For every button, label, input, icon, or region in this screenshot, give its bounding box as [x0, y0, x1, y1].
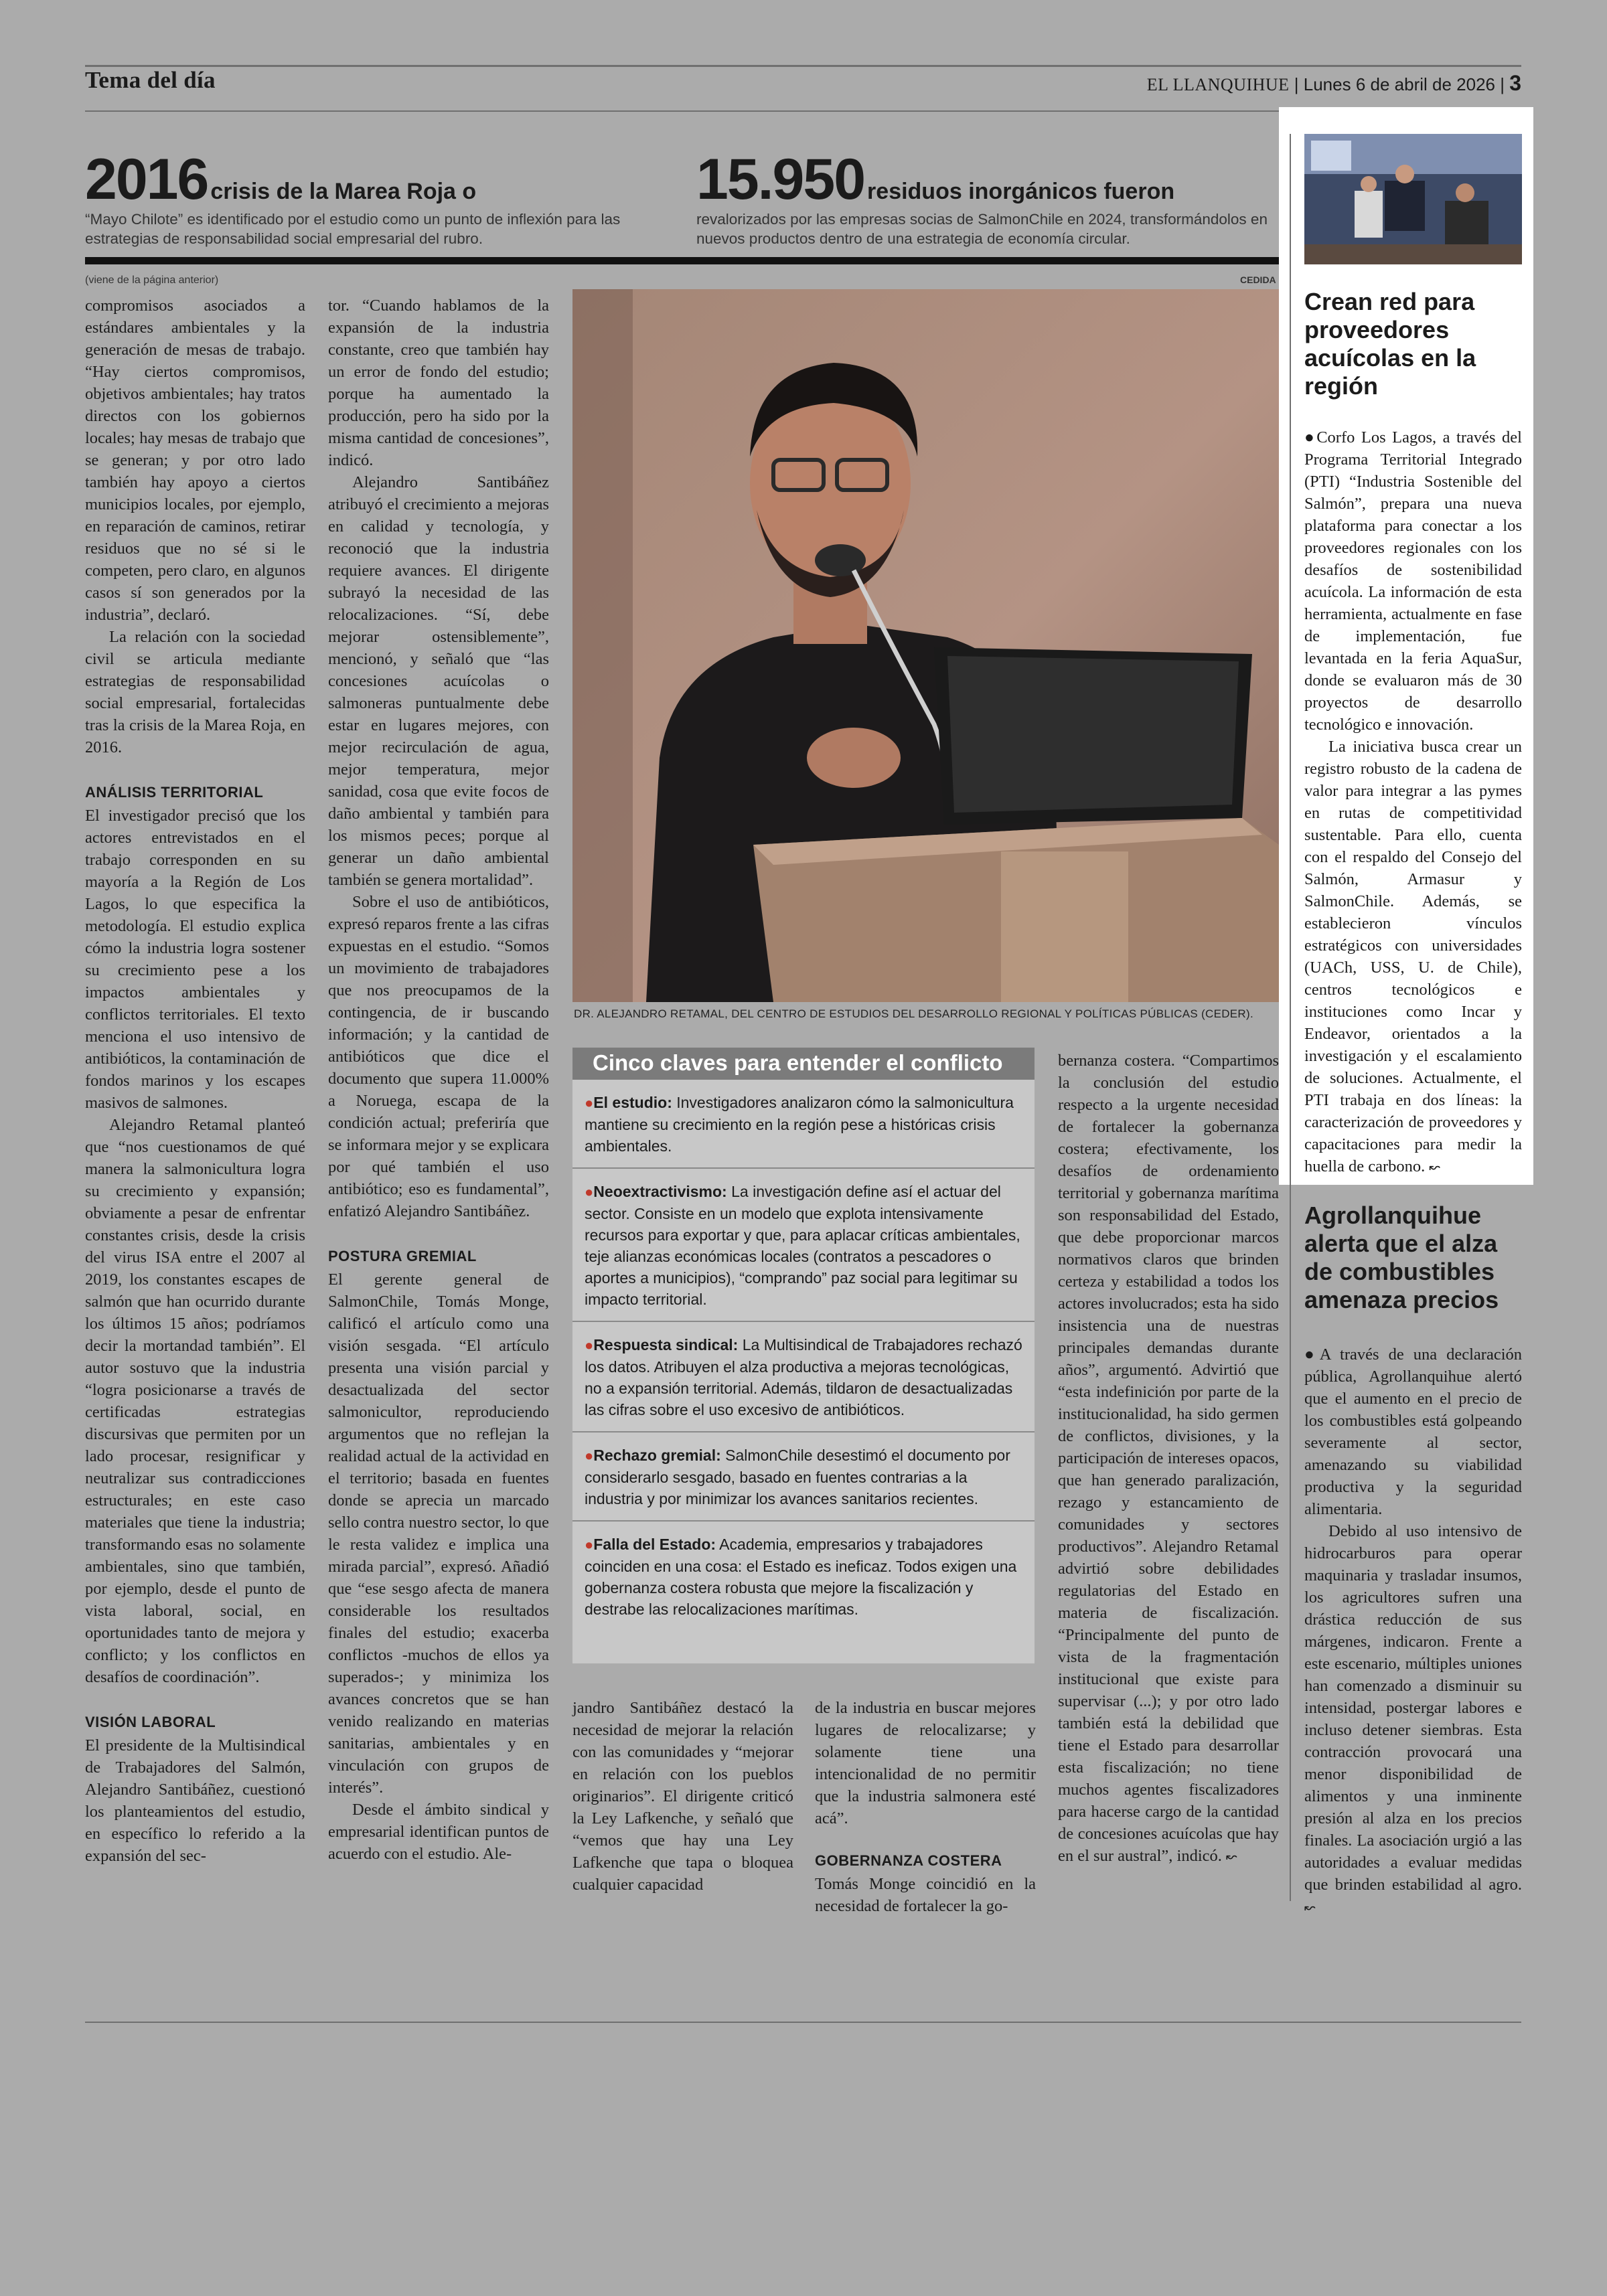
sidebar-story-2-title: Agrollanquihue alerta que el alza de combustibles amenaza precios: [1304, 1202, 1499, 1313]
bottom-rule: [85, 2022, 1521, 2023]
paragraph: La relación con la sociedad civil se articula mediante estrategias de responsabilidad social empresarial, fortalecidas tras la crisis de la Marea Roja, en 2016.: [85, 628, 305, 756]
key-text: Investigadores analizaron cómo la salmonicultura mantiene su crecimiento en la región pese a históricas crisis ambientales.: [585, 1094, 1014, 1155]
paragraph-text: La iniciativa busca crear un registro robusto de la cadena de valor para integrar a las pymes en rutas de competitividad sustentable. Para ello, cuenta con el respaldo del Consejo del Salmón, Armasur y SalmonChile. Además, se establecieron vínculos estratégicos con universidades (UACh, USS, U. de Chile), centros tecnológicos e instituciones como Incar y Endeavor, orientados a la investigación y el escalamiento de soluciones. Actualmente, el PTI trabaja en dos líneas: la caracterización de proveedores y capacitaciones para medir la huella de carbono.: [1304, 738, 1522, 1175]
bullet-icon: ●: [585, 1337, 594, 1354]
paragraph: [1304, 426, 1522, 736]
stats-bar: [85, 257, 1279, 264]
key-label: Falla del Estado:: [593, 1536, 716, 1553]
paper-name: EL LLANQUIHUE: [1146, 75, 1290, 94]
sidebar-story-1-title: Crean red para proveedores acuícolas en la región: [1304, 288, 1476, 400]
bullet-icon: ●: [1304, 1345, 1320, 1364]
paragraph: [1058, 1050, 1279, 1868]
paragraph: Desde el ámbito sindical y empresarial identifican puntos de acuerdo con el estudio. Ale-: [328, 1801, 549, 1863]
paragraph: [1304, 1343, 1522, 1520]
key-item: [572, 1322, 1035, 1432]
subheading: VISIÓN LABORAL: [85, 1714, 216, 1730]
continued-note: (viene de la página anterior): [85, 274, 219, 286]
page-number: 3: [1509, 71, 1521, 95]
end-mark-icon: ↜: [1226, 1848, 1237, 1864]
stat-description: “Mayo Chilote” es identificado por el estudio como un punto de inflexión para las estrategias de responsabilidad social empresarial del rubro.: [85, 211, 621, 247]
key-label: El estudio:: [593, 1094, 672, 1111]
top-rule: [85, 65, 1521, 67]
issue-date: Lunes 6 de abril de 2026: [1303, 74, 1495, 94]
subheading: POSTURA GREMIAL: [328, 1248, 477, 1264]
photo-credit: CEDIDA: [1240, 274, 1276, 285]
stat-number: 2016: [85, 147, 208, 212]
speaker-photo: [572, 289, 1279, 1002]
key-label: Rechazo gremial:: [593, 1447, 721, 1464]
key-text: Academia, empresarios y trabajadores coinciden en una cosa: el Estado es ineficaz. Todos exigen una gobernanza costera robusta que mejore la fiscalización y destrabe las relocalizaciones marítimas.: [585, 1536, 1017, 1618]
key-label: Neoextractivismo:: [593, 1183, 727, 1200]
bullet-icon: ●: [585, 1094, 594, 1111]
paragraph-text: Debido al uso intensivo de hidrocarburos para operar maquinaria y trasladar insumos, los agricultores sufren una drástica reducción de sus márgenes, indicaron. Frente a este escenario, múltiples uniones han comenzado a disminuir su intensidad, postergar labores e incluso detener siembras. Esta contracción provocará una menor disponibilidad de alimentos y una inminente presión al alza en los precios finales. La asociación urgió a las autoridades a evaluar medidas que brinden estabilidad al agro.: [1304, 1522, 1522, 1894]
bullet-icon: ●: [1304, 428, 1317, 446]
keys-box: [572, 1048, 1035, 1663]
article-column-4: [815, 1697, 1036, 1917]
keys-box-title: Cinco claves para entender el conflicto: [572, 1048, 1035, 1080]
stat-block-1: [85, 147, 634, 248]
stat-headline: residuos inorgánicos fueron: [867, 179, 1175, 204]
paragraph: Alejandro Santibáñez atribuyó el crecimiento a mejoras en calidad y tecnología, y reconoció que la industria requiere avances. El dirigente subrayó la necesidad de las relocalizaciones. “Sí, debe mejorar ostensiblemente”, mencionó, y señaló que “las concesiones acuícolas o salmoneras puntualmente debe estar en lugares mejores, con mejor recirculación de agua, mejor temperatura, mejor sanidad, cosa que evite focos de daño ambiental y también para los mismos peces; porque al generar un daño ambiental también se genera mortalidad”.: [328, 473, 549, 889]
sidebar-story-2-body: [1304, 1343, 1522, 1918]
bullet-icon: ●: [585, 1536, 594, 1553]
paragraph: [1304, 1520, 1522, 1918]
sidebar-story-1-body: [1304, 426, 1522, 1178]
bullet-icon: ●: [585, 1447, 594, 1464]
article-column-2: [328, 295, 549, 1865]
paragraph: El presidente de la Multisindical de Trabajadores del Salmón, Alejandro Santibáñez, cuestionó los planteamientos del estudio, en específico lo referido a la expansión del sec-: [85, 1736, 305, 1865]
paragraph: El gerente general de SalmonChile, Tomás Monge, calificó el artículo como una visión sesgada. “El artículo presenta una visión parcial y desactualizada del sector salmonicultor, reproduciendo argumentos que no reflejan la realidad actual de la actividad en el territorio; basada en fuentes donde se aprecia un marcado sello contra nuestro sector, lo que le resta validez e implica una mirada parcial”, expresó. Añadió que “ese sesgo afecta de manera considerable los resultados finales del estudio; exacerba conflictos -muchos de ellos ya superados-; y minimiza los avances concretos que se han venido realizando en materias sanitarias, ambientales y en vinculación con grupos de interés”.: [328, 1270, 549, 1797]
section-title: Tema del día: [85, 67, 216, 93]
article-column-1: [85, 295, 305, 1867]
header-meta: EL LLANQUIHUE | Lunes 6 de abril de 2026 | 3: [1146, 71, 1521, 95]
article-column-3: [572, 1697, 793, 1896]
stat-number: 15.950: [696, 147, 865, 212]
paragraph: Sobre el uso de antibióticos, expresó reparos frente a las cifras expuestas en el estudio. “Somos un movimiento de trabajadores que nos preocupamos de la contingencia, de ir buscando información; y la cantidad de antibióticos que dice el documento que supera 11.000% a Noruega, escapa de la condición actual; preferiría que se informara mejor y se explicara por qué también el uso antibiótico; eso es fundamental”, enfatizó Alejandro Santibáñez.: [328, 893, 549, 1220]
stat-headline: crisis de la Marea Roja o: [210, 179, 477, 204]
key-text: La Multisindical de Trabajadores rechazó los datos. Atribuyen el alza productiva a mejoras tecnológicas, no a expansión territorial. Además, tildaron de desactualizadas las cifras sobre el uso excesivo de antibióticos.: [585, 1336, 1022, 1418]
photo-caption: DR. ALEJANDRO RETAMAL, DEL CENTRO DE ESTUDIOS DEL DESARROLLO REGIONAL Y POLÍTICAS PÚBLICAS (CEDER).: [574, 1007, 1253, 1020]
sidebar-divider: [1290, 134, 1291, 1901]
stat-block-2: [696, 147, 1279, 248]
paragraph-text: bernanza costera. “Compartimos la conclusión del estudio respecto a la urgente necesidad de fortalecer la gobernanza costera; efectivamente, los desafíos de ordenamiento territorial y gobernanza marítima son responsabilidad del Estado, que debe proporcionar marcos normativos claros que brinden certeza y estabilidad a todos los actores involucrados; esta ha sido insistencia una de nuestras principales demandas durante años”, argumentó. Advirtió que “esta indefinición por parte de la institucionalidad, ha sido germen de conflictos, divisiones, y la participación de intereses opacos, que han generado paralización, rezago y estancamiento de comunidades y sectores productivos”. Alejandro Retamal advirtió sobre debilidades regulatorias del Estado en materia de fiscalización. “Principalmente del punto de vista de la fragmentación institucional que existe para supervisar (...); y por otro lado también está la debilidad que tiene el Estado para desarrollar esta fiscalización; no tiene muchos agentes fiscalizadores para hacerse cargo de la cantidad de concesiones acuícolas que hay en el sur austral”, indicó.: [1058, 1052, 1279, 1865]
article-column-5: [1058, 1050, 1279, 1868]
stat-description: revalorizados por las empresas socias de SalmonChile en 2024, transformándolos en nuevos productos dentro de una estrategia de economía circular.: [696, 211, 1268, 247]
paragraph: Alejandro Retamal planteó que “nos cuestionamos de qué manera la salmonicultura logra su crecimiento y expansión; obviamente a pesar de enfrentar constantes crisis, desde la crisis del virus ISA entre el 2007 al 2019, los constantes escapes de salmón que han ocurrido durante los últimos 15 años; podríamos decir la mortandad también”. El autor sostuvo que la industria “logra posicionarse a través de certificadas estrategias discursivas que permiten por un lado procesar, resignificar y neutralizar sus contradicciones estructurales; en este caso materiales que tiene la industria; transformando esas no solamente ambientales, sino que también, por ejemplo, desde el punto de vista laboral, social, en oportunidades tanto de mejora y conflicto; y los conflictos en desafíos de coordinación”.: [85, 1116, 305, 1686]
subheading: ANÁLISIS TERRITORIAL: [85, 784, 264, 801]
paragraph: [1304, 736, 1522, 1178]
subheading: GOBERNANZA COSTERA: [815, 1852, 1002, 1869]
sidebar-photo: [1304, 134, 1522, 264]
key-item: [572, 1080, 1035, 1169]
end-mark-icon: ↜: [1429, 1159, 1441, 1175]
paragraph: jandro Santibáñez destacó la necesidad de mejorar la relación con las comunidades y “mejorar en relación con los pueblos originarios”. El dirigente criticó la Ley Lafkenche, y señaló que “vemos que hay una Ley Lafkenche que tapa o bloquea cualquier capacidad: [572, 1699, 793, 1894]
paragraph: El investigador precisó que los actores entrevistados en el trabajo corresponden en su mayoría a la Región de Los Lagos, lo que especifica la metodología. El estudio explica cómo la industria logra sostener su crecimiento pese a los impactos ambientales y conflictos territoriales. El texto menciona el uso intensivo de antibióticos, la contaminación de fondos marinos y los escapes masivos de salmones.: [85, 807, 305, 1112]
paragraph: tor. “Cuando hablamos de la expansión de la industria constante, creo que también hay un error de fondo del estudio; porque ha aumentado la producción, pero ha sido por la misma cantidad de concesiones”, indicó.: [328, 297, 549, 469]
paragraph-text: Corfo Los Lagos, a través del Programa Territorial Integrado (PTI) “Industria Sostenible del Salmón”, prepara una nueva plataforma para conectar a los proveedores regionales con los desafíos de sostenibilidad acuícola. La información de esta herramienta, actualmente en fase de implementación, fue levantada en la feria AquaSur, donde se evaluaron más de 30 proyectos de desarrollo tecnológico e innovación.: [1304, 428, 1522, 734]
key-text: La investigación define así el actuar del sector. Consiste en un modelo que explota intensivamente recursos para exportar y que, para aplacar críticas ambientales, teje alianzas económicas locales (contratos a pescadores o aportes a municipios), “comprando” paz social para legitimar su impacto territorial.: [585, 1183, 1020, 1308]
key-item: [572, 1432, 1035, 1522]
paragraph: Tomás Monge coincidió en la necesidad de fortalecer la go-: [815, 1875, 1036, 1915]
paragraph-text: A través de una declaración pública, Agrollanquihue alertó que el aumento en el precio de los combustibles está golpeando severamente al sector, amenazando su viabilidad productiva y la seguridad alimentaria.: [1304, 1345, 1522, 1518]
key-item: [572, 1169, 1035, 1322]
sidebar-photo-illustration: [1304, 134, 1522, 264]
key-item: [572, 1522, 1035, 1631]
key-text: SalmonChile desestimó el documento por considerarlo sesgado, basado en fuentes contrarias a la industria y por minimizar los avances sanitarios recientes.: [585, 1447, 1010, 1507]
bullet-icon: ●: [585, 1183, 594, 1200]
end-mark-icon: ↜: [1304, 1899, 1316, 1915]
paragraph: de la industria en buscar mejores lugares de relocalizarse; y solamente tiene una intencionalidad de no permitir que la industria salmonera esté acá”.: [815, 1699, 1036, 1827]
photo-illustration: [572, 289, 1279, 1002]
paragraph: compromisos asociados a estándares ambientales y la generación de mesas de trabajo. “Hay ciertos compromisos, objetivos ambientales; hay tratos directos con los gobiernos locales; hay mesas de trabajo que se generan; y por otro lado también hay apoyo a ciertos municipios locales, por ejemplo, en reparación de caminos, retirar residuos que no sé si le competen, pero claro, en algunos casos sí son generados por la industria”, declaró.: [85, 297, 305, 624]
key-label: Respuesta sindical:: [593, 1336, 739, 1354]
